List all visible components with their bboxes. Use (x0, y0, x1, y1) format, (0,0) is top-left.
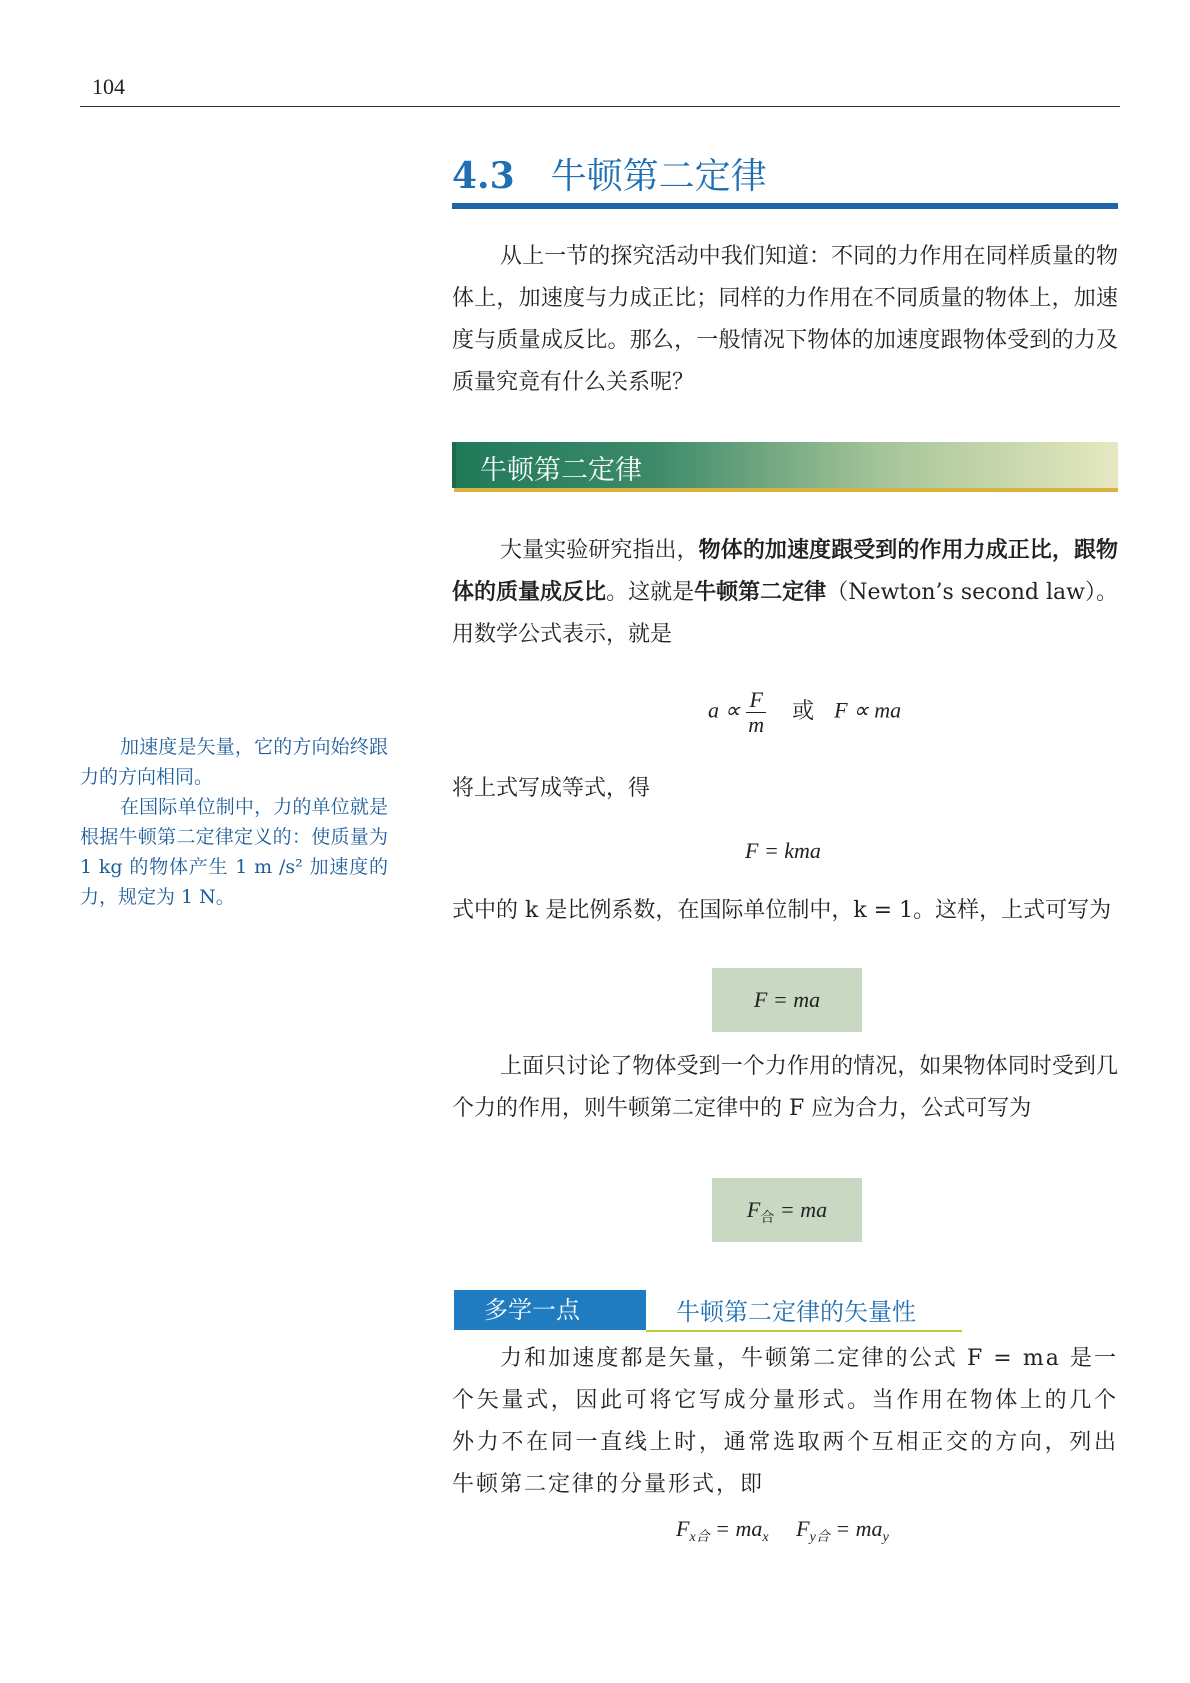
fy-sub: y合 (809, 1530, 830, 1545)
fx-f: F (676, 1516, 690, 1541)
net-subscript: 合 (760, 1210, 775, 1226)
intro-paragraph: 从上一节的探究活动中我们知道：不同的力作用在同样质量的物体上，加速度与力成正比；同样的力作用在不同质量的物体上，加速度与质量成反比。那么，一般情况下物体的加速度跟物体受到的力及质量究竟有什么关系呢？ (452, 244, 1118, 395)
law-tail: （Newton’s second law）。用数学公式表示，就是 (452, 580, 1118, 647)
law-statement: 物体的加速度跟受到的作用力成正比，跟物体的质量成反比 (452, 538, 1118, 605)
side-note-paragraph: 加速度是矢量，它的方向始终跟力的方向相同。 (80, 736, 388, 788)
chapter-number: 4.3 (452, 155, 515, 197)
formula-fma-box: F = ma (712, 968, 862, 1032)
extra-label: 多学一点 (454, 1290, 646, 1330)
law-lead: 大量实验研究指出， (500, 538, 699, 563)
fx-rhs: ma (735, 1516, 763, 1541)
formula-kma: F = kma (745, 838, 821, 863)
fy-rhs-sub: y (882, 1530, 889, 1545)
multi-force-paragraph: 上面只讨论了物体受到一个力作用的情况，如果物体同时受到几个力的作用，则牛顿第二定律中的 F 应为合力，公式可写为 (452, 1054, 1118, 1121)
fy-f: F (796, 1516, 810, 1541)
prop-rhs: F ∝ ma (834, 697, 902, 723)
net-rest: = ma (774, 1197, 828, 1222)
vector-paragraph: 力和加速度都是矢量，牛顿第二定律的公式 F = ma 是一个矢量式，因此可将它写成分量形式。当作用在物体上的几个外力不在同一直线上时，通常选取两个互相正交的方向，列出牛顿第二定律的分量形式，即 (452, 1346, 1118, 1497)
component-formulas: $F_{x合} = ma_x$ $F_{y合} = ma_y$ (676, 1516, 889, 1545)
law-mid: 。这就是 (606, 580, 695, 605)
net-f: F (746, 1197, 761, 1222)
fraction-denominator: m (748, 712, 765, 737)
chapter-title (452, 148, 767, 199)
fraction (746, 688, 766, 737)
fx-rhs-sub: x (762, 1530, 769, 1545)
chapter-rule (452, 203, 1118, 209)
chapter-title-text: 牛顿第二定律 (550, 156, 767, 197)
section-banner-accent (452, 442, 456, 488)
prop-lhs: a ∝ (708, 697, 741, 723)
extra-title: 牛顿第二定律的矢量性 (676, 1298, 916, 1326)
extra-rule (646, 1330, 962, 1332)
header-rule (80, 106, 1120, 107)
law-name: 牛顿第二定律 (694, 580, 827, 605)
section-heading: 牛顿第二定律 (480, 455, 642, 486)
equality-intro: 将上式写成等式，得 (452, 776, 651, 801)
formula-net-box (712, 1178, 862, 1242)
side-note-paragraph: 在国际单位制中，力的单位就是根据牛顿第二定律定义的：使质量为 1 kg 的物体产生 1 m /s² 加速度的力，规定为 1 N。 (80, 796, 388, 908)
page-number: 104 (92, 74, 125, 99)
fx-sub: x合 (689, 1530, 710, 1545)
k-paragraph: 式中的 k 是比例系数，在国际单位制中，k = 1。这样，上式可写为 (452, 898, 1112, 923)
fy-rhs: ma (855, 1516, 883, 1541)
side-note (80, 732, 388, 912)
fraction-numerator: F (746, 688, 766, 713)
or-text: 或 (792, 698, 815, 724)
proportional-formula (708, 688, 901, 737)
law-paragraph (452, 530, 1118, 656)
